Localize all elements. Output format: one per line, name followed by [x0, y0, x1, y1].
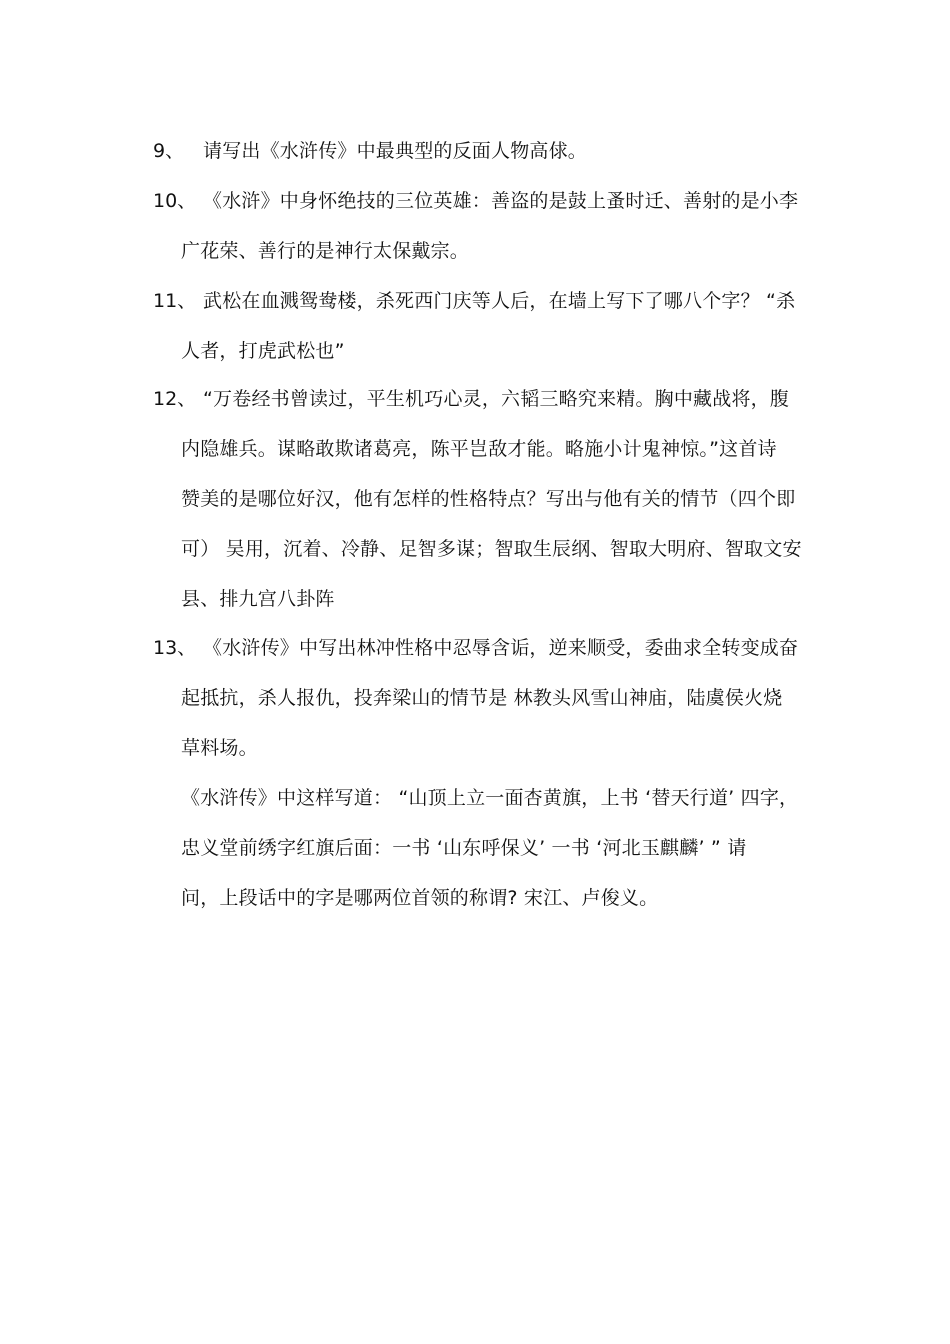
question-number: 10、 [153, 190, 197, 212]
question-text-line: 可） 吴用，沉着、冷静、足智多谋；智取生辰纲、智取大明府、智取文安 [181, 538, 802, 560]
question-text-line: 《水浒传》中写出林冲性格中忍辱含诟，逆来顺受，委曲求全转变成奋 [203, 637, 799, 659]
question-text-line: 起抵抗，杀人报仇，投奔梁山的情节是 林教头风雪山神庙，陆虞侯火烧 [181, 687, 783, 709]
question-text-line: 草料场。 [181, 737, 258, 759]
question-text-line: 《水浒》中身怀绝技的三位英雄：善盗的是鼓上蚤时迁、善射的是小李 [203, 190, 799, 212]
question-text-line: 县、排九宫八卦阵 [181, 588, 335, 610]
question-text-line: 广花荣、善行的是神行太保戴宗。 [181, 240, 470, 262]
question-number: 12、 [153, 388, 197, 410]
question-text-line: 内隐雄兵。谋略敢欺诸葛亮，陈平岂敌才能。略施小计鬼神惊。”这首诗 [181, 438, 777, 460]
question-text-line: “万卷经书曾读过，平生机巧心灵，六韬三略究来精。胸中藏战将，腹 [203, 388, 790, 410]
question-text-line: 忠义堂前绣字红旗后面：一书 ‘山东呼保义’ 一书 ‘河北玉麒麟’ ” 请 [181, 837, 747, 859]
question-number: 11、 [153, 290, 197, 312]
question-text-line: 问，上段话中的字是哪两位首领的称谓? 宋江、卢俊义。 [181, 887, 659, 909]
question-text-line: 武松在血溅鸳鸯楼，杀死西门庆等人后，在墙上写下了哪八个字？ “杀 [203, 290, 796, 312]
question-text-line: 赞美的是哪位好汉，他有怎样的性格特点？写出与他有关的情节（四个即 [181, 488, 796, 510]
question-number: 13、 [153, 637, 197, 659]
question-text-line: 请写出《水浒传》中最典型的反面人物高俅。 [203, 140, 588, 162]
question-text-line: 《水浒传》中这样写道： “山顶上立一面杏黄旗，上书 ‘替天行道’ 四字， [181, 787, 799, 809]
question-number: 9、 [153, 140, 185, 162]
question-text-line: 人者，打虎武松也” [181, 340, 345, 362]
